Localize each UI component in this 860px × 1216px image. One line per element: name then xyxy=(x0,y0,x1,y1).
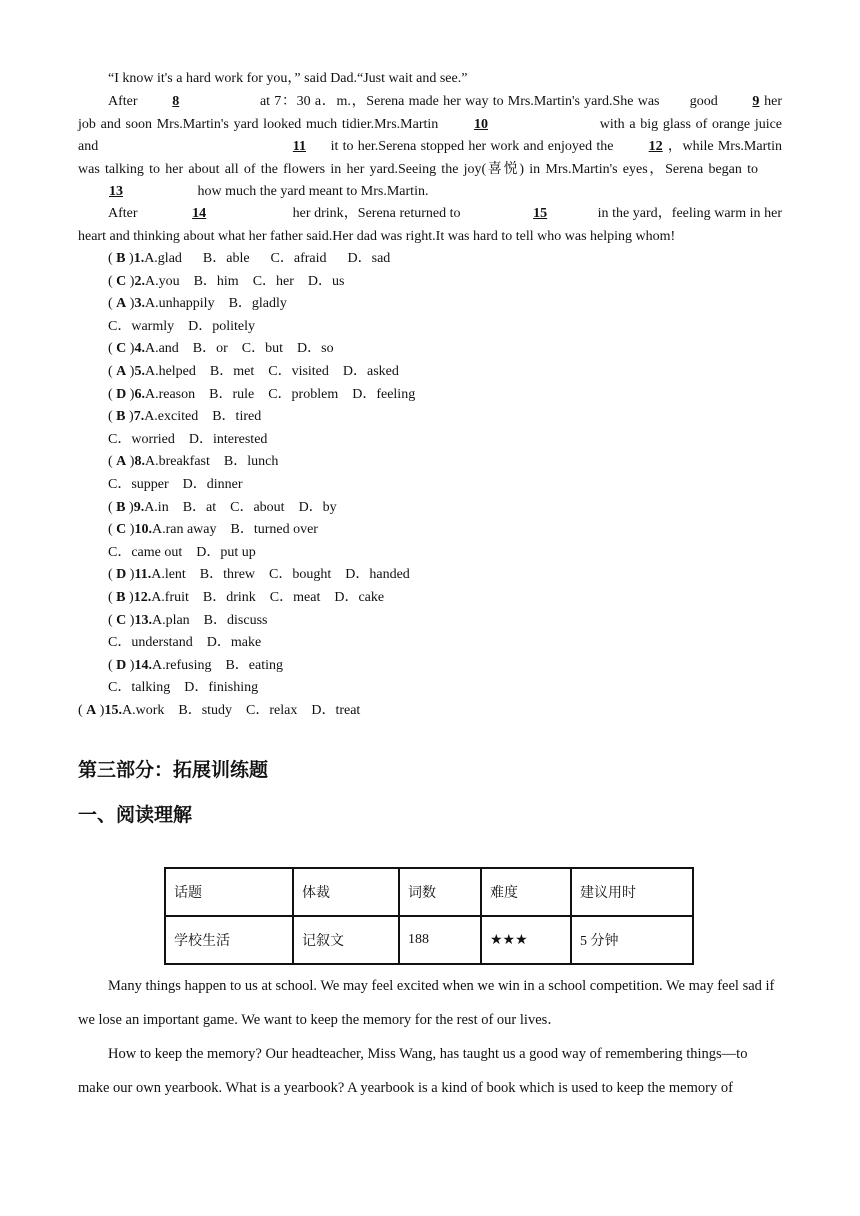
answer-letter: A xyxy=(116,454,127,470)
info-table xyxy=(164,867,694,965)
answer-item: ( C )2.A.you B．him C．her D．us xyxy=(108,273,345,289)
answer-letter: B xyxy=(116,251,126,266)
table-cell: 记叙文 xyxy=(293,916,399,964)
table-header-cell: 难度 xyxy=(481,868,571,916)
blank-15: 15 xyxy=(533,206,548,221)
table-header-cell: 话题 xyxy=(165,868,293,916)
answer-options: C．understand D．make xyxy=(108,635,262,651)
answer-letter: A xyxy=(116,364,127,379)
question-number: 7. xyxy=(133,409,145,425)
blank-10: 10 xyxy=(474,116,488,132)
table-header-cell: 体裁 xyxy=(293,868,399,916)
table-cell: 5 分钟 xyxy=(571,916,693,964)
reading-paragraph: How to keep the memory? Our headteacher, Miss Wang, has taught us a good way of remembering things—to make our own yearbook. What is a yearbook? A yearbook is a kind of book which is used to keep the memory of xyxy=(78,1046,748,1096)
answer-options: A.in B．at C．about D．by xyxy=(144,499,337,515)
answer-item: ( D )14.A.refusing B．eating xyxy=(108,657,283,673)
answer-options: A.and B．or C．but D．so xyxy=(144,341,334,357)
table-row xyxy=(165,916,693,964)
answer-letter: C xyxy=(116,273,127,289)
table-cell: ★★★ xyxy=(481,916,571,964)
answer-options: A.work B．study C．relax D．treat xyxy=(121,703,361,718)
question-number: 1. xyxy=(133,251,145,266)
blank-12: 12 xyxy=(648,139,663,154)
answer-options-continued xyxy=(108,474,243,497)
passage-paragraph: After 14 her drink，Serena returned to 15 in the yard，feeling warm in her heart and thinking about what her father said.Her dad was right.It was hard to tell who was helping whom! xyxy=(78,203,782,248)
question-number: 2. xyxy=(134,273,145,289)
answer-options-continued xyxy=(108,542,256,565)
question-number: 9. xyxy=(133,499,145,515)
answer-options: C．worried D．interested xyxy=(108,431,268,447)
question-number: 4. xyxy=(134,341,145,357)
answer-letter: C xyxy=(116,341,127,357)
blank-14: 14 xyxy=(192,206,207,221)
answer-letter: D xyxy=(116,386,127,402)
answer-letter: A xyxy=(116,296,127,312)
answer-item: ( A )5.A.helped B．met C．visited D．asked xyxy=(108,364,399,379)
question-number: 3. xyxy=(134,296,145,312)
answer-options: A.ran away B．turned over xyxy=(151,522,318,538)
table-header-cell: 词数 xyxy=(399,868,481,916)
answer-options: C．came out D．put up xyxy=(108,544,256,560)
answer-options: A.unhappily B．gladly xyxy=(144,296,287,312)
answer-options: A.helped B．met C．visited D．asked xyxy=(144,364,399,379)
answer-letter: C xyxy=(116,522,127,538)
answer-item: ( B )12.A.fruit B．drink C．meat D．cake xyxy=(108,590,385,605)
answer-options: A.fruit B．drink C．meat D．cake xyxy=(151,590,385,605)
answer-item: ( C )4.A.and B．or C．but D．so xyxy=(108,341,334,357)
answer-options-continued xyxy=(108,316,255,339)
answer-item: ( A )8.A.breakfast B．lunch xyxy=(108,454,279,470)
answer-options: A.plan B．discuss xyxy=(151,612,268,628)
answer-letter: B xyxy=(116,499,126,515)
answer-item: ( C )13.A.plan B．discuss xyxy=(108,612,268,628)
question-number: 14. xyxy=(134,657,152,673)
answer-item: ( A )15.A.work B．study C．relax D．treat xyxy=(78,703,361,718)
answer-options: A.reason B．rule C．problem D．feeling xyxy=(144,386,416,402)
answer-letter: B xyxy=(116,409,126,425)
answer-item: ( A )3.A.unhappily B．gladly xyxy=(108,296,287,312)
answer-options: C．supper D．dinner xyxy=(108,477,243,492)
table-cell: 学校生活 xyxy=(165,916,293,964)
answer-options: C．talking D．finishing xyxy=(108,680,259,696)
question-number: 15. xyxy=(104,703,122,718)
answer-options: A.refusing B．eating xyxy=(151,657,283,673)
question-number: 11. xyxy=(134,567,152,583)
question-number: 6. xyxy=(134,386,145,402)
answer-options-continued xyxy=(108,632,261,655)
answer-letter: D xyxy=(116,567,127,583)
answer-options: C．warmly D．politely xyxy=(108,318,255,334)
subsection-title: 一、阅读理解 xyxy=(78,804,193,826)
reading-paragraph: Many things happen to us at school. We may feel excited when we win in a school competition. We may feel sad if we lose an important game. We want to keep the memory for the rest of our lives． xyxy=(78,978,775,1028)
question-number: 5. xyxy=(134,364,145,379)
answer-item: ( D )6.A.reason B．rule C．problem D．feeling xyxy=(108,386,416,402)
table-cell: 188 xyxy=(399,916,481,964)
answer-options: A.you B．him C．her D．us xyxy=(144,273,345,289)
passage-line: “I know it's a hard work for you，” said Dad.“Just wait and see.” xyxy=(108,71,468,86)
blank-8: 8 xyxy=(172,94,180,109)
answer-item: ( B )1.A.glad B．able C．afraid D．sad xyxy=(108,251,391,266)
answer-item: ( B )9.A.in B．at C．about D．by xyxy=(108,499,337,515)
question-number: 10. xyxy=(134,522,152,538)
answer-options: A.lent B．threw C．bought D．handed xyxy=(151,567,410,583)
answer-letter: D xyxy=(116,657,127,673)
blank-9: 9 xyxy=(752,94,760,109)
answer-options: A.breakfast B．lunch xyxy=(144,454,279,470)
section-title: 第三部分：拓展训练题 xyxy=(78,759,269,781)
table-header-cell: 建议用时 xyxy=(571,868,693,916)
answer-options-continued xyxy=(108,429,267,452)
answer-options: A.glad B．able C．afraid D．sad xyxy=(144,251,391,266)
answer-item: ( D )11.A.lent B．threw C．bought D．handed xyxy=(108,567,410,583)
answer-letter: B xyxy=(116,590,126,605)
blank-11: 11 xyxy=(292,139,307,154)
answer-letter: A xyxy=(86,703,97,718)
blank-13: 13 xyxy=(109,184,123,199)
question-number: 12. xyxy=(133,590,152,605)
answer-item: ( B )7.A.excited B．tired xyxy=(108,409,262,425)
table-header-row xyxy=(165,868,693,916)
question-number: 13. xyxy=(134,612,152,628)
passage-paragraph: After 8 at 7：30 a．m.，Serena made her way to Mrs.Martin's yard.She was good 9 her job and soon Mrs.Martin's yard looked much tidier.Mrs.Martin 10 with a big glass of orange juice and 11 it to her.Serena stopped her work and enjoyed the 12 ，while Mrs.Martin was talking to her about all of the flowers in her yard.Seeing the joy(喜悦) in Mrs.Martin's eyes，Serena began to 13 how much the yard meant to Mrs.Martin. xyxy=(78,91,782,204)
answer-letter: C xyxy=(116,612,127,628)
answer-options-continued xyxy=(108,677,258,700)
answer-item: ( C )10.A.ran away B．turned over xyxy=(108,522,318,538)
answer-options: A.excited B．tired xyxy=(144,409,262,425)
question-number: 8. xyxy=(134,454,145,470)
